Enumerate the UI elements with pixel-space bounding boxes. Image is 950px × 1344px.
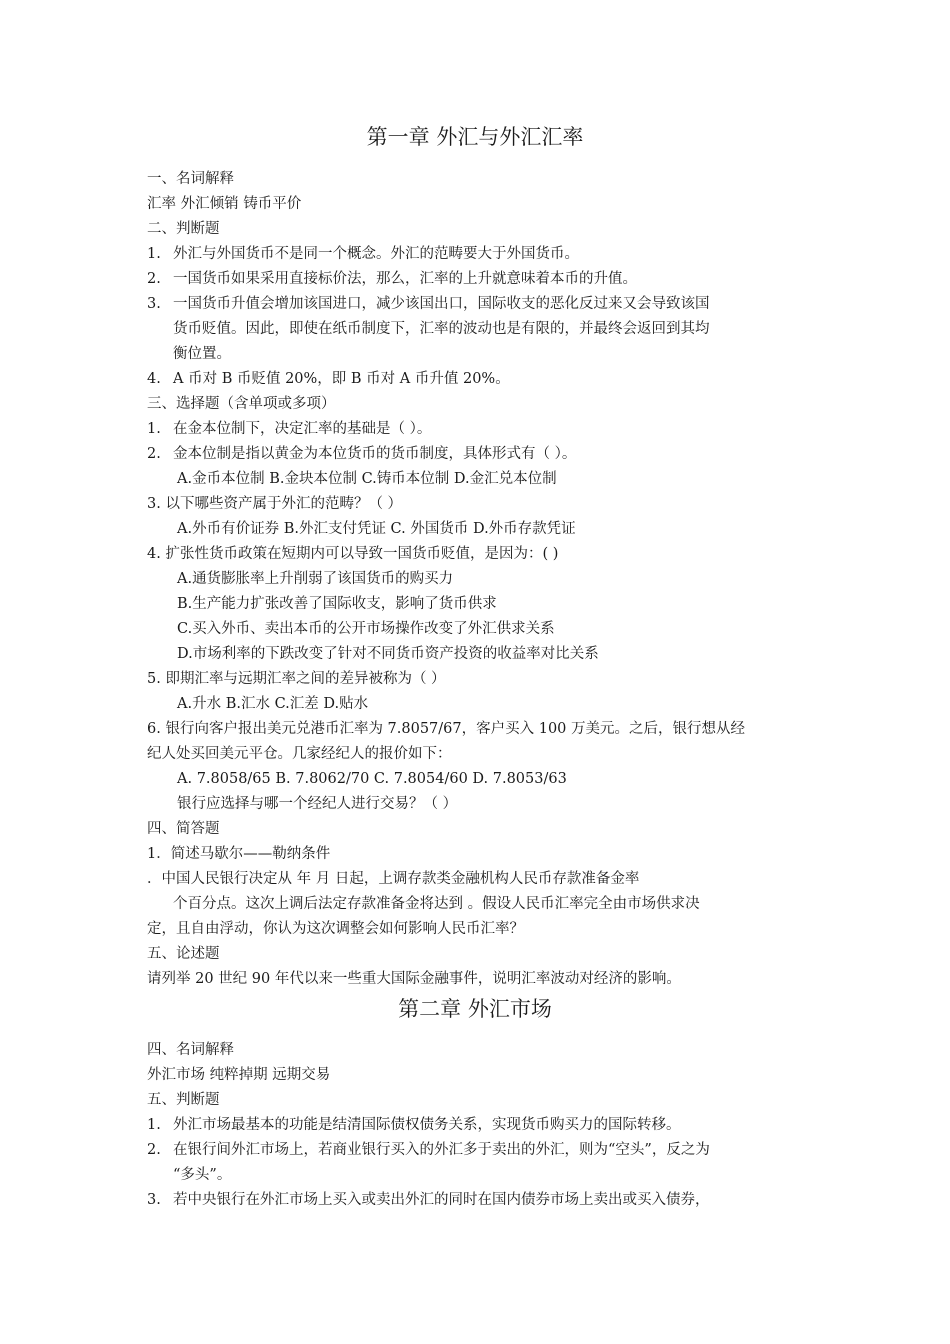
short-question: 定，且自由浮动，你认为这次调整会如何影响人民币汇率？ xyxy=(147,921,524,937)
choice-question: 金本位制是指以黄金为本位货币的货币制度，具体形式有（ ）。 xyxy=(173,446,577,462)
ch1-section2-heading: 二、判断题 xyxy=(147,221,220,237)
short-question: ．中国人民银行决定从 年 月 日起，上调存款类金融机构人民币存款准备金率 xyxy=(147,871,640,887)
judge-item-text: 外汇与外国货币不是同一个概念。外汇的范畴要大于外国货币。 xyxy=(173,246,579,262)
judge-item-text: 衡位置。 xyxy=(173,346,231,362)
judge-item-number: 3. xyxy=(147,1192,161,1208)
choice-option: B.生产能力扩张改善了国际收支，影响了货币供求 xyxy=(177,596,497,612)
ch1-section4-heading: 四、简答题 xyxy=(147,821,220,837)
judge-item-text: 一国货币如果采用直接标价法，那么，汇率的上升就意味着本币的升值。 xyxy=(173,271,637,287)
choice-options: A. 7.8058/65 B. 7.8062/70 C. 7.8054/60 D. 7.8053/63 xyxy=(177,771,567,787)
judge-item-text: 货币贬值。因此，即使在纸币制度下，汇率的波动也是有限的，并最终会返回到其均 xyxy=(173,321,710,337)
choice-item-number: 1. xyxy=(147,421,161,437)
choice-item-number: 2. xyxy=(147,446,161,462)
judge-item-number: 4. xyxy=(147,371,161,387)
judge-item-text: “多头”。 xyxy=(173,1167,232,1183)
choice-question: 5. 即期汇率与远期汇率之间的差异被称为（ ） xyxy=(147,671,446,687)
judge-item-text: 若中央银行在外汇市场上买入或卖出外汇的同时在国内债券市场上卖出或买入债券， xyxy=(173,1192,710,1208)
judge-item-number: 3. xyxy=(147,296,161,312)
choice-options: A.升水 B.汇水 C.汇差 D.贴水 xyxy=(177,696,369,712)
ch2-terms: 外汇市场 纯粹掉期 远期交易 xyxy=(147,1067,331,1083)
judge-item-number: 2. xyxy=(147,271,161,287)
judge-item-number: 2. xyxy=(147,1142,161,1158)
judge-item-text: 在银行间外汇市场上，若商业银行买入的外汇多于卖出的外汇，则为“空头”，反之为 xyxy=(173,1142,710,1158)
judge-item-text: A 币对 B 币贬值 20%，即 B 币对 A 币升值 20%。 xyxy=(173,371,510,387)
judge-item-text: 外汇市场最基本的功能是结清国际债权债务关系，实现货币购买力的国际转移。 xyxy=(173,1117,681,1133)
ch2-section4-heading: 四、名词解释 xyxy=(147,1042,234,1058)
choice-question: 3. 以下哪些资产属于外汇的范畴？（ ） xyxy=(147,496,403,512)
short-question: 个百分点。这次上调后法定存款准备金将达到 。假设人民币汇率完全由市场供求决 xyxy=(173,896,700,912)
ch1-section3-heading: 三、选择题（含单项或多项） xyxy=(147,396,336,412)
choice-options: A.外币有价证券 B.外汇支付凭证 C. 外国货币 D.外币存款凭证 xyxy=(177,521,576,537)
ch1-section5-heading: 五、论述题 xyxy=(147,946,220,962)
choice-option: C.买入外币、卖出本币的公开市场操作改变了外汇供求关系 xyxy=(177,621,555,637)
ch2-section5-heading: 五、判断题 xyxy=(147,1092,220,1108)
choice-question: 银行应选择与哪一个经纪人进行交易？（ ） xyxy=(177,796,458,812)
ch1-section1-heading: 一、名词解释 xyxy=(147,171,234,187)
choice-question: 纪人处买回美元平仓。几家经纪人的报价如下： xyxy=(147,746,452,762)
short-question: 1．简述马歇尔——勒纳条件 xyxy=(147,846,331,862)
choice-options: A.金币本位制 B.金块本位制 C.铸币本位制 D.金汇兑本位制 xyxy=(177,471,557,487)
choice-option: A.通货膨胀率上升削弱了该国货币的购买力 xyxy=(177,571,454,587)
chapter2-title: 第二章 外汇市场 xyxy=(398,997,552,1021)
judge-item-number: 1. xyxy=(147,246,161,262)
judge-item-number: 1. xyxy=(147,1117,161,1133)
choice-question: 4. 扩张性货币政策在短期内可以导致一国货币贬值，是因为：( ) xyxy=(147,546,559,562)
choice-question: 在金本位制下，决定汇率的基础是（ ）。 xyxy=(173,421,432,437)
ch1-terms: 汇率 外汇倾销 铸币平价 xyxy=(147,196,302,212)
judge-item-text: 一国货币升值会增加该国进口，减少该国出口，国际收支的恶化反过来又会导致该国 xyxy=(173,296,710,312)
chapter1-title: 第一章 外汇与外汇汇率 xyxy=(366,125,584,149)
essay-question: 请列举 20 世纪 90 年代以来一些重大国际金融事件，说明汇率波动对经济的影响。 xyxy=(147,971,681,987)
choice-question: 6. 银行向客户报出美元兑港币汇率为 7.8057/67，客户买入 100 万美元。之后，银行想从经 xyxy=(147,721,746,737)
choice-option: D.市场利率的下跌改变了针对不同货币资产投资的收益率对比关系 xyxy=(177,646,599,662)
